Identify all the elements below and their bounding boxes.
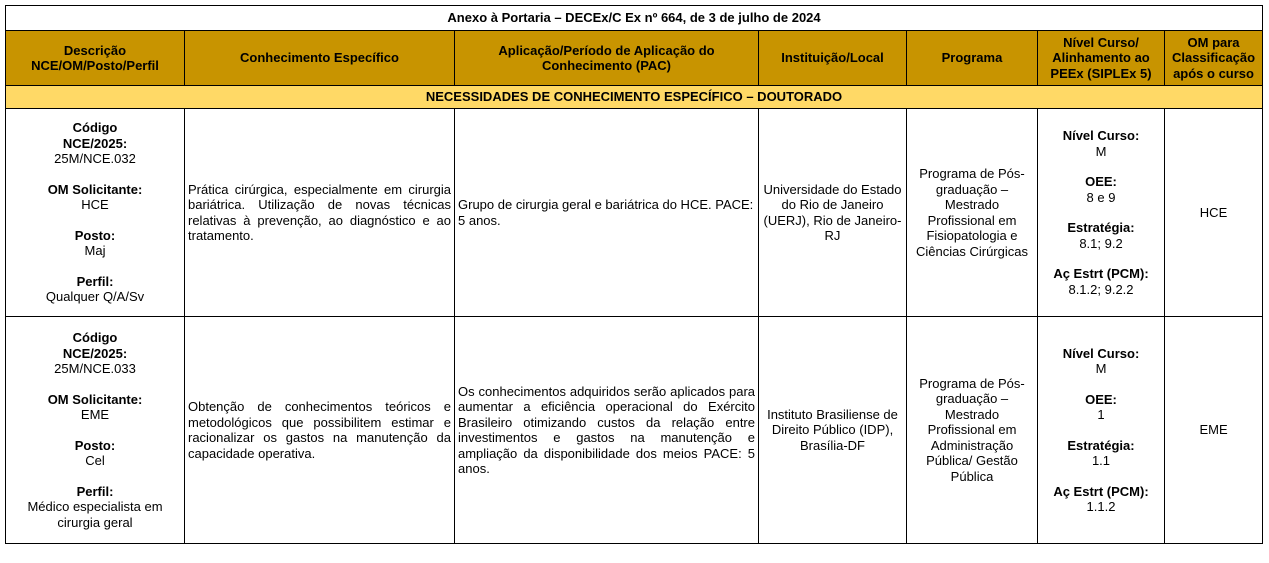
nivel-cell <box>1038 317 1165 544</box>
perfil-value: Médico especialista em cirurgia geral <box>27 499 163 530</box>
perfil-label: Perfil: <box>76 483 114 499</box>
header-aplicacao: Aplicação/Período de Aplicação do Conhecimento (PAC) <box>455 31 759 86</box>
nivel-value: M <box>1095 361 1107 376</box>
nivel-label: Nível Curso: <box>1062 345 1140 361</box>
oee-label: OEE: <box>1085 391 1117 407</box>
nivel-cell <box>1038 109 1165 317</box>
om-label: OM Solicitante: <box>47 181 143 197</box>
codigo-value: 25M/NCE.032 <box>54 151 136 167</box>
perfil-label: Perfil: <box>76 273 114 289</box>
om-label: OM Solicitante: <box>47 391 143 407</box>
estrategia-label: Estratégia: <box>1067 220 1135 235</box>
title-row <box>6 6 1263 31</box>
header-descricao: Descrição NCE/OM/Posto/Perfil <box>6 31 185 86</box>
conhecimento-cell: Obtenção de conhecimentos teóricos e metodológicos que possibilitem estimar e racionalizar os gastos na manutenção da capacidade operativa. <box>185 317 455 544</box>
section-row <box>6 86 1263 109</box>
om-value: HCE <box>81 197 109 213</box>
estrategia-label: Estratégia: <box>1067 437 1135 453</box>
posto-label: Posto: <box>74 437 116 453</box>
programa-cell: Programa de Pós-graduação – Mestrado Profissional em Administração Pública/ Gestão Pública <box>907 317 1038 544</box>
header-instituicao: Instituição/Local <box>759 31 907 86</box>
om-value: EME <box>80 407 110 422</box>
codigo-label: Código NCE/2025: <box>62 120 128 151</box>
header-om: OM para Classificação após o curso <box>1165 31 1263 86</box>
codigo-label: Código NCE/2025: <box>62 330 128 361</box>
instituicao-cell: Universidade do Estado do Rio de Janeiro (UERJ), Rio de Janeiro-RJ <box>759 109 907 317</box>
estrategia-value: 1.1 <box>1091 453 1111 468</box>
nivel-value: M <box>1095 143 1107 159</box>
ac-estrt-value: 8.1.2; 9.2.2 <box>1068 281 1134 297</box>
oee-value: 8 e 9 <box>1086 189 1116 205</box>
table-row <box>6 109 1263 317</box>
section-title: NECESSIDADES DE CONHECIMENTO ESPECÍFICO – DOUTORADO <box>6 86 1263 109</box>
ac-estrt-label: Aç Estrt (PCM): <box>1053 483 1149 499</box>
conhecimento-cell: Prática cirúrgica, especialmente em cirurgia bariátrica. Utilização de novas técnicas relativas à prevenção, ao diagnóstico e ao tratamento. <box>185 109 455 317</box>
descricao-cell <box>6 109 185 317</box>
header-conhecimento: Conhecimento Específico <box>185 31 455 86</box>
portaria-annex-table <box>5 5 1263 544</box>
ac-estrt-label: Aç Estrt (PCM): <box>1053 266 1149 281</box>
codigo-value: 25M/NCE.033 <box>54 361 136 376</box>
aplicacao-cell: Os conhecimentos adquiridos serão aplicados para aumentar a eficiência operacional do Exército Brasileiro otimizando custos da relação entre investimentos e gastos na manutenção e ampliação da disponibilidade dos meios PACE: 5 anos. <box>455 317 759 544</box>
header-programa: Programa <box>907 31 1038 86</box>
oee-label: OEE: <box>1085 174 1117 189</box>
oee-value: 1 <box>1097 407 1105 422</box>
nivel-label: Nível Curso: <box>1062 128 1140 143</box>
posto-value: Maj <box>84 243 106 259</box>
om-destino-cell: EME <box>1165 317 1263 544</box>
header-row <box>6 31 1263 86</box>
aplicacao-cell: Grupo de cirurgia geral e bariátrica do HCE. PACE: 5 anos. <box>455 109 759 317</box>
posto-value: Cel <box>85 453 105 468</box>
programa-cell: Programa de Pós-graduação – Mestrado Profissional em Fisiopatologia e Ciências Cirúrgicas <box>907 109 1038 317</box>
table-row <box>6 317 1263 544</box>
instituicao-cell: Instituto Brasiliense de Direito Público (IDP), Brasília-DF <box>759 317 907 544</box>
om-destino-cell: HCE <box>1165 109 1263 317</box>
ac-estrt-value: 1.1.2 <box>1086 499 1116 514</box>
descricao-cell <box>6 317 185 544</box>
perfil-value: Qualquer Q/A/Sv <box>45 289 145 305</box>
estrategia-value: 8.1; 9.2 <box>1079 235 1123 251</box>
posto-label: Posto: <box>74 227 116 243</box>
header-nivel: Nível Curso/ Alinhamento ao PEEx (SIPLEx 5) <box>1038 31 1165 86</box>
document-title: Anexo à Portaria – DECEx/C Ex nº 664, de 3 de julho de 2024 <box>6 6 1263 31</box>
